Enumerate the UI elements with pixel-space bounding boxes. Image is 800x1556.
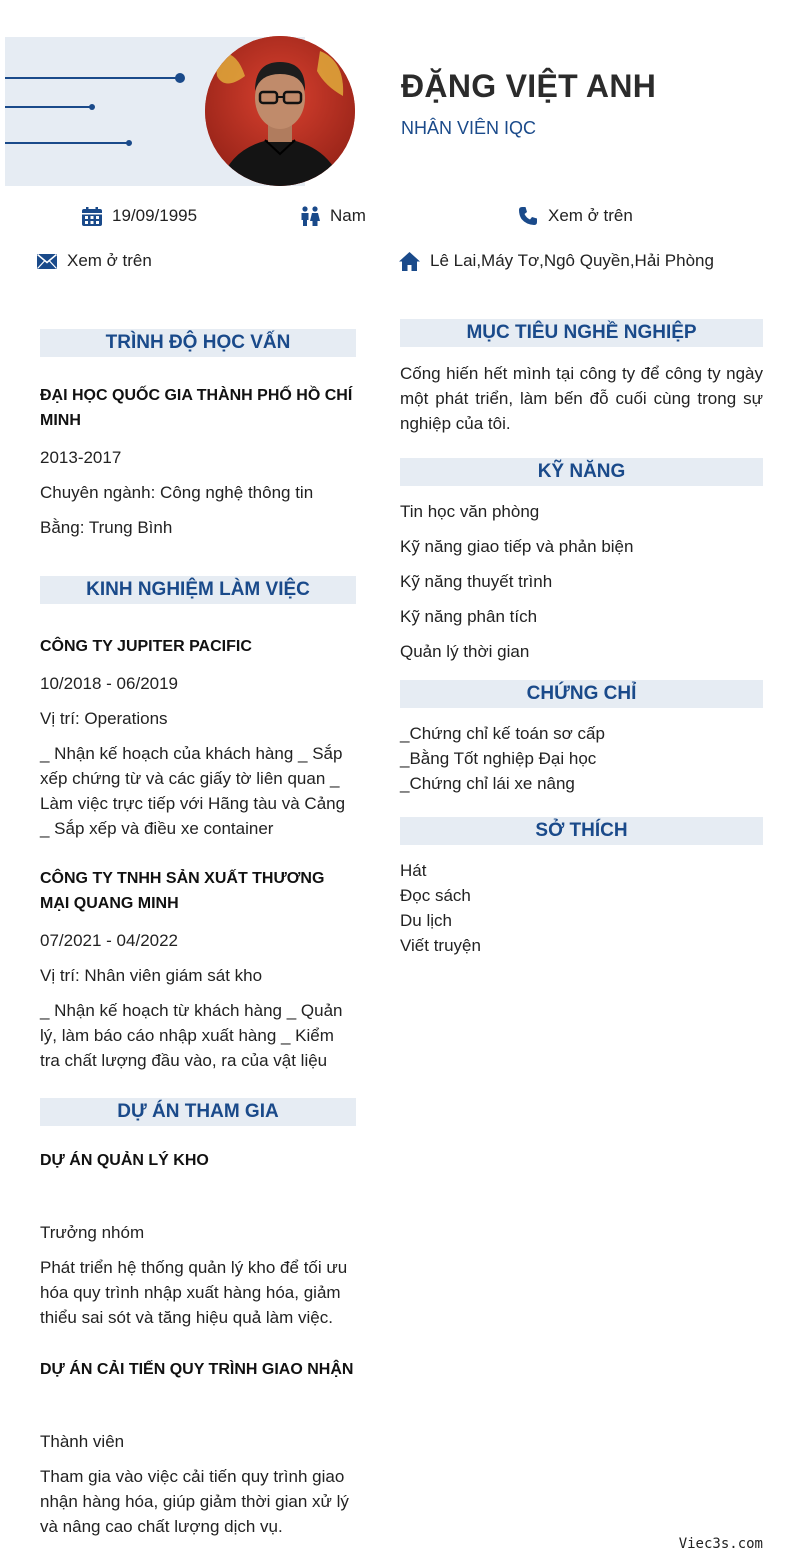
decorative-dot [175, 73, 185, 83]
job-period: 10/2018 - 06/2019 [40, 674, 179, 693]
left-column [40, 329, 356, 1539]
skill-item: Tin học văn phòng [400, 502, 540, 521]
section-title-certificates: CHỨNG CHỈ [400, 680, 763, 708]
email-value: Xem ở trên [67, 251, 152, 270]
education-years: 2013-2017 [40, 448, 122, 467]
decorative-dot [89, 104, 95, 110]
decorative-line [5, 106, 92, 108]
info-email [37, 251, 152, 271]
phone-icon [518, 206, 538, 226]
hobby-item: Du lịch [400, 911, 452, 930]
certificates-list [400, 721, 763, 796]
job-description: _ Nhận kế hoạch của khách hàng _ Sắp xếp chứng từ và các giấy tờ liên quan _ Làm việc trực tiếp với Hãng tàu và Cảng _ Sắp xếp và điều xe container [40, 744, 346, 838]
info-address [399, 251, 714, 271]
info-phone [518, 206, 633, 226]
section-title-objective: MỤC TIÊU NGHỀ NGHIỆP [400, 319, 763, 347]
job-position: Vị trí: Operations [40, 709, 168, 728]
job-company: CÔNG TY TNHH SẢN XUẤT THƯƠNG MẠI QUANG MINH [40, 870, 325, 912]
section-title-hobbies: SỞ THÍCH [400, 817, 763, 845]
decorative-line [5, 142, 130, 144]
skills-list [400, 499, 763, 664]
education-major: Chuyên ngành: Công nghệ thông tin [40, 483, 314, 502]
skill-item: Kỹ năng thuyết trình [400, 572, 553, 591]
candidate-name: ĐẶNG VIỆT ANH [401, 68, 657, 104]
calendar-icon [82, 207, 102, 226]
project-description: Phát triển hệ thống quản lý kho để tối ưu hóa quy trình nhập xuất hàng hóa, giảm thiểu sai sót và tăng hiệu quả làm việc. [40, 1258, 348, 1327]
avatar [205, 36, 355, 186]
watermark: Viec3s.com [678, 1536, 763, 1552]
education-school: ĐẠI HỌC QUỐC GIA THÀNH PHỐ HỒ CHÍ MINH [40, 387, 353, 429]
info-gender [300, 206, 366, 226]
section-title-skills: KỸ NĂNG [400, 458, 763, 486]
certificate-item: _Chứng chỉ kế toán sơ cấp [400, 724, 605, 743]
hobby-item: Viết truyện [400, 936, 481, 955]
job-company: CÔNG TY JUPITER PACIFIC [40, 638, 252, 655]
job-title: NHÂN VIÊN IQC [401, 118, 537, 138]
certificate-item: _Bằng Tốt nghiệp Đại học [400, 749, 597, 768]
skill-item: Kỹ năng giao tiếp và phản biện [400, 537, 634, 556]
birthday-value: 19/09/1995 [112, 206, 198, 225]
home-icon [399, 252, 420, 271]
hobby-item: Đọc sách [400, 886, 471, 905]
gender-icon [300, 206, 320, 226]
education-degree: Bằng: Trung Bình [40, 518, 173, 537]
job-period: 07/2021 - 04/2022 [40, 931, 179, 950]
hobbies-list [400, 858, 763, 958]
gender-value: Nam [330, 206, 366, 225]
skill-item: Kỹ năng phân tích [400, 607, 538, 626]
section-title-projects: DỰ ÁN THAM GIA [40, 1098, 356, 1126]
section-title-experience: KINH NGHIỆM LÀM VIỆC [40, 576, 356, 604]
project-role: Thành viên [40, 1432, 125, 1451]
objective-text: Cống hiến hết mình tại công ty để công ty ngày một phát triển, làm bến đỗ cuối cùng trong sự nghiệp của tôi. [400, 364, 763, 433]
section-title-education: TRÌNH ĐỘ HỌC VẤN [40, 329, 356, 357]
phone-value: Xem ở trên [548, 206, 633, 225]
job-position: Vị trí: Nhân viên giám sát kho [40, 966, 263, 985]
right-column [400, 319, 763, 958]
project-name: DỰ ÁN QUẢN LÝ KHO [40, 1152, 209, 1169]
decorative-dot [126, 140, 132, 146]
certificate-item: _Chứng chỉ lái xe nâng [400, 774, 575, 793]
decorative-line [5, 77, 180, 79]
address-value: Lê Lai,Máy Tơ,Ngô Quyền,Hải Phòng [430, 251, 714, 270]
info-birthday [82, 206, 197, 226]
job-description: _ Nhận kế hoạch từ khách hàng _ Quản lý, làm báo cáo nhập xuất hàng _ Kiểm tra chất lượng đầu vào, ra của vật liệu [40, 1001, 343, 1070]
project-role: Trưởng nhóm [40, 1223, 145, 1242]
hobby-item: Hát [400, 861, 427, 880]
skill-item: Quản lý thời gian [400, 642, 530, 661]
project-description: Tham gia vào việc cải tiến quy trình giao nhận hàng hóa, giúp giảm thời gian xử lý và nâng cao chất lượng dịch vụ. [40, 1467, 349, 1536]
project-name: DỰ ÁN CẢI TIẾN QUY TRÌNH GIAO NHẬN [40, 1361, 354, 1378]
envelope-icon [37, 254, 57, 269]
